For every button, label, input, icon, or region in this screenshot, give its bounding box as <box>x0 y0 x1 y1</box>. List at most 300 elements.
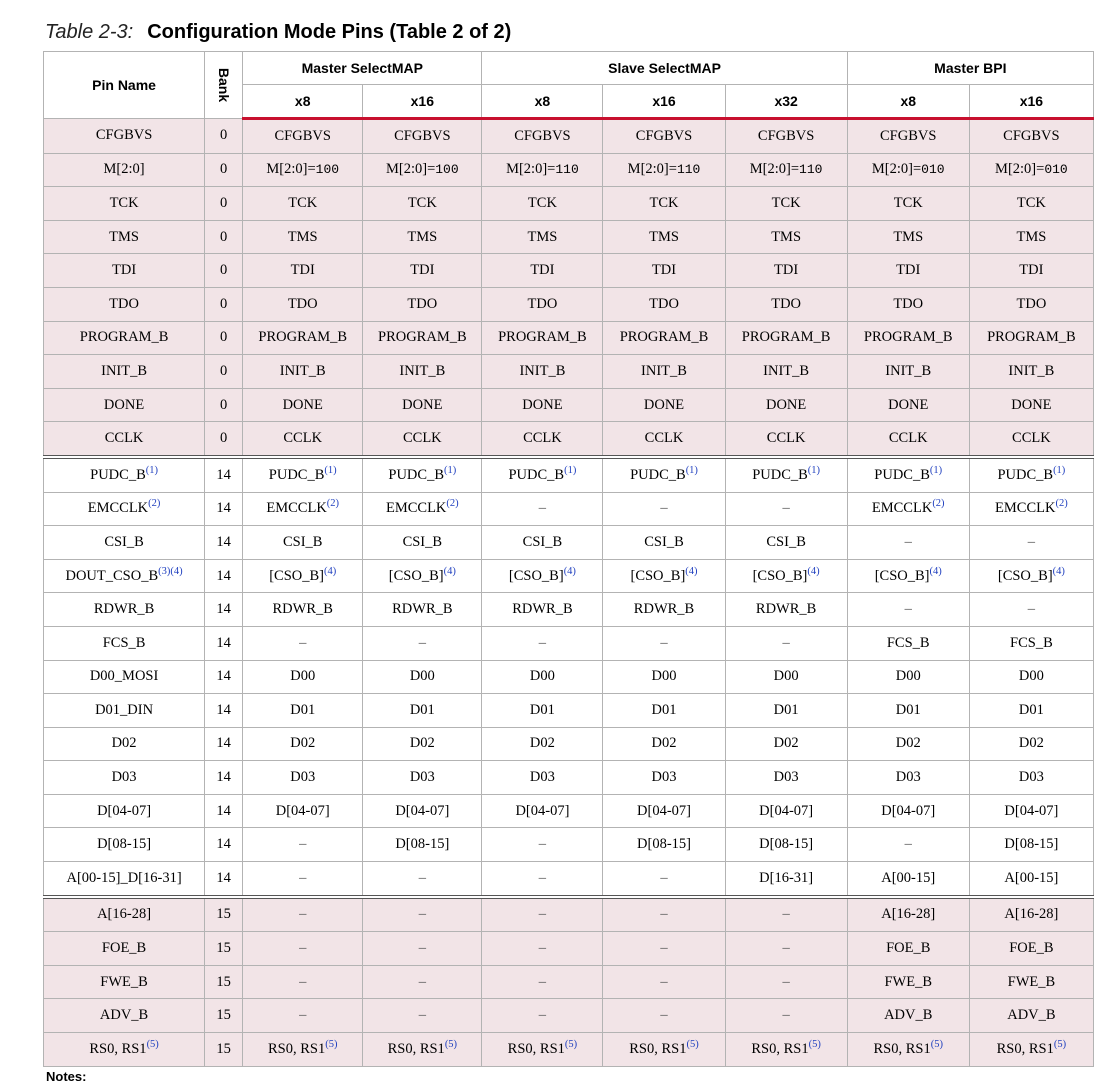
footnote-ref[interactable]: (1) <box>564 464 577 476</box>
mode-pin-cell: D03 <box>243 761 363 795</box>
mode-pin-cell: TDO <box>603 287 725 321</box>
mode-pin-cell: D01 <box>363 694 482 728</box>
footnote-ref[interactable]: (4) <box>929 565 942 577</box>
mode-pin-cell: CFGBVS <box>243 119 363 154</box>
footnote-ref[interactable]: (5) <box>564 1038 578 1050</box>
mode-pin-cell: – <box>969 526 1093 560</box>
mode-pin-cell: D[08-15] <box>725 828 847 862</box>
pin-name-cell: TDO <box>44 287 205 321</box>
header-width: x16 <box>603 85 725 119</box>
mode-pin-cell: D00 <box>969 660 1093 694</box>
table-row <box>44 526 1094 560</box>
footnote-ref[interactable]: (4) <box>685 565 698 577</box>
table-row <box>44 355 1094 389</box>
footnote-ref[interactable]: (1) <box>324 464 337 476</box>
footnote-ref[interactable]: (5) <box>930 1038 943 1050</box>
table-row <box>44 897 1094 932</box>
mode-pin-cell: TMS <box>243 220 363 254</box>
mode-pin-cell: TDI <box>482 254 603 288</box>
mode-pin-cell: TCK <box>363 187 482 221</box>
mode-pin-cell: CFGBVS <box>847 119 969 154</box>
mode-pin-cell: D02 <box>482 727 603 761</box>
mode-pin-cell: – <box>482 492 603 526</box>
mode-pin-cell: DONE <box>725 388 847 422</box>
footnote-ref[interactable]: (2) <box>446 498 459 510</box>
mode-pin-cell: CFGBVS <box>363 119 482 154</box>
table-row <box>44 794 1094 828</box>
mode-pin-cell: – <box>243 626 363 660</box>
mode-pin-cell: INIT_B <box>847 355 969 389</box>
mode-pin-cell: – <box>482 965 603 999</box>
table-body <box>44 119 1094 1067</box>
mode-pin-cell: D[08-15] <box>969 828 1093 862</box>
bank-cell: 15 <box>205 965 243 999</box>
mode-pin-cell: – <box>969 593 1093 627</box>
mode-pin-cell: EMCCLK$^{(2)}$ <box>243 492 363 526</box>
footnote-ref[interactable]: (4) <box>323 565 337 577</box>
bank-cell: 0 <box>205 287 243 321</box>
header-width: x8 <box>847 85 969 119</box>
table-row <box>44 220 1094 254</box>
mode-pin-cell: TMS <box>725 220 847 254</box>
table-row <box>44 694 1094 728</box>
pin-name-cell: PROGRAM_B <box>44 321 205 355</box>
footnote-ref[interactable]: (2) <box>326 498 340 510</box>
mode-pin-cell: TMS <box>482 220 603 254</box>
mode-pin-cell: CCLK <box>363 422 482 457</box>
table-row <box>44 660 1094 694</box>
pin-name-cell: A[00-15]_D[16-31] <box>44 862 205 897</box>
mode-pin-cell: D01 <box>482 694 603 728</box>
table-row <box>44 153 1094 187</box>
bank-cell: 14 <box>205 660 243 694</box>
table-row <box>44 828 1094 862</box>
mode-pin-cell: TCK <box>725 187 847 221</box>
mode-pin-cell: CCLK <box>725 422 847 457</box>
mode-pin-cell: D[04-07] <box>363 794 482 828</box>
mode-pin-cell: A[16-28] <box>969 897 1093 932</box>
mode-pin-cell: RDWR_B <box>603 593 725 627</box>
mode-pin-cell: – <box>243 932 363 966</box>
footnote-ref[interactable]: (1) <box>444 464 457 476</box>
table-row <box>44 422 1094 457</box>
table-row <box>44 761 1094 795</box>
mode-pin-cell: DONE <box>969 388 1093 422</box>
pin-name-cell: CFGBVS <box>44 119 205 154</box>
mode-pin-cell: – <box>482 828 603 862</box>
pin-name-cell: FWE_B <box>44 965 205 999</box>
mode-pin-cell: [CSO_B]$^{(4)}$ <box>363 559 482 593</box>
mode-pin-cell: RDWR_B <box>243 593 363 627</box>
mode-pin-cell: – <box>243 828 363 862</box>
mode-pin-cell: INIT_B <box>725 355 847 389</box>
header-pin-name: Pin Name <box>44 52 205 119</box>
bank-cell: 14 <box>205 862 243 897</box>
mode-pin-cell: TCK <box>603 187 725 221</box>
table-row <box>44 932 1094 966</box>
configuration-pins-table <box>43 51 1094 1067</box>
table-row <box>44 999 1094 1033</box>
mode-pin-cell: TDO <box>847 287 969 321</box>
bank-cell: 14 <box>205 727 243 761</box>
table-caption <box>45 18 511 46</box>
pin-name-cell: D[04-07] <box>44 794 205 828</box>
table-row <box>44 559 1094 593</box>
footnote-ref[interactable]: (4) <box>443 565 456 577</box>
mode-pin-cell: RDWR_B <box>482 593 603 627</box>
bank-cell: 0 <box>205 422 243 457</box>
mode-pin-cell: D01 <box>847 694 969 728</box>
mode-pin-cell: D[04-07] <box>847 794 969 828</box>
mode-pin-cell: M[2:0]=010 <box>969 153 1093 187</box>
mode-pin-cell: D01 <box>969 694 1093 728</box>
mode-pin-cell: D[04-07] <box>603 794 725 828</box>
pin-name-cell: D00_MOSI <box>44 660 205 694</box>
mode-pin-cell: D[04-07] <box>243 794 363 828</box>
mode-pin-cell: INIT_B <box>363 355 482 389</box>
mode-pin-cell: TCK <box>847 187 969 221</box>
footnote-ref[interactable]: (5) <box>808 1038 821 1050</box>
mode-pin-cell: D00 <box>363 660 482 694</box>
mode-pin-cell: D01 <box>603 694 725 728</box>
pin-name-cell: EMCCLK$^{(2)}$ <box>44 492 205 526</box>
mode-pin-cell: DONE <box>603 388 725 422</box>
mode-pin-cell: TDO <box>725 287 847 321</box>
mode-pin-cell: – <box>482 897 603 932</box>
table-row <box>44 593 1094 627</box>
mode-pin-cell: – <box>243 897 363 932</box>
mode-pin-cell: INIT_B <box>603 355 725 389</box>
footnote-ref[interactable]: (1) <box>145 464 158 476</box>
mode-pin-cell: RS0, RS1$^{(5)}$ <box>482 1033 603 1067</box>
mode-pin-cell: TDI <box>603 254 725 288</box>
pin-name-cell: DOUT_CSO_B$^{(3)(4)}$ <box>44 559 205 593</box>
mode-pin-cell: – <box>603 492 725 526</box>
mode-pin-cell: – <box>603 932 725 966</box>
pin-name-cell: D02 <box>44 727 205 761</box>
mode-pin-cell: PUDC_B$^{(1)}$ <box>482 457 603 492</box>
header-width: x8 <box>243 85 363 119</box>
mode-pin-cell: D[08-15] <box>363 828 482 862</box>
bank-cell: 14 <box>205 492 243 526</box>
mode-pin-cell: CFGBVS <box>969 119 1093 154</box>
mode-pin-cell: RS0, RS1$^{(5)}$ <box>725 1033 847 1067</box>
table-row <box>44 287 1094 321</box>
mode-pin-cell: TDI <box>969 254 1093 288</box>
footnote-ref[interactable]: (4) <box>1052 565 1065 577</box>
pin-name-cell: TMS <box>44 220 205 254</box>
footnote-ref[interactable]: (5) <box>1053 1038 1067 1050</box>
mode-pin-cell: PUDC_B$^{(1)}$ <box>725 457 847 492</box>
bank-cell: 15 <box>205 897 243 932</box>
mode-pin-cell: CCLK <box>969 422 1093 457</box>
mode-pin-cell: M[2:0]=110 <box>482 153 603 187</box>
footnote-ref[interactable]: (1) <box>685 464 698 476</box>
mode-pin-cell: M[2:0]=100 <box>243 153 363 187</box>
mode-pin-cell: – <box>847 828 969 862</box>
mode-pin-cell: – <box>603 999 725 1033</box>
mode-pin-cell: TDI <box>363 254 482 288</box>
footnote-ref[interactable]: (5) <box>444 1038 458 1050</box>
mode-pin-cell: – <box>725 492 847 526</box>
bank-cell: 15 <box>205 932 243 966</box>
mode-pin-cell: D[08-15] <box>603 828 725 862</box>
table-row <box>44 862 1094 897</box>
mode-pin-cell: – <box>603 965 725 999</box>
footnote-ref[interactable]: (1) <box>807 464 821 476</box>
table-title: Configuration Mode Pins (Table 2 of 2) <box>147 21 512 43</box>
header-width: x8 <box>482 85 603 119</box>
pin-name-cell: CCLK <box>44 422 205 457</box>
mode-pin-cell: EMCCLK$^{(2)}$ <box>969 492 1093 526</box>
mode-pin-cell: PROGRAM_B <box>603 321 725 355</box>
footnote-ref[interactable]: (1) <box>1053 464 1066 476</box>
bank-cell: 14 <box>205 761 243 795</box>
bank-cell: 14 <box>205 694 243 728</box>
mode-pin-cell: FOE_B <box>847 932 969 966</box>
mode-pin-cell: TDI <box>243 254 363 288</box>
mode-pin-cell: INIT_B <box>243 355 363 389</box>
table-row <box>44 492 1094 526</box>
bank-cell: 0 <box>205 220 243 254</box>
table-row <box>44 626 1094 660</box>
mode-pin-cell: RS0, RS1$^{(5)}$ <box>603 1033 725 1067</box>
mode-pin-cell: – <box>363 862 482 897</box>
pin-name-cell: PUDC_B$^{(1)}$ <box>44 457 205 492</box>
mode-pin-cell: D02 <box>243 727 363 761</box>
mode-pin-cell: D03 <box>725 761 847 795</box>
mode-pin-cell: DONE <box>847 388 969 422</box>
mode-pin-cell: PUDC_B$^{(1)}$ <box>603 457 725 492</box>
mode-pin-cell: M[2:0]=110 <box>603 153 725 187</box>
mode-pin-cell: CCLK <box>482 422 603 457</box>
pin-name-cell: TDI <box>44 254 205 288</box>
bank-cell: 14 <box>205 593 243 627</box>
mode-pin-cell: D03 <box>603 761 725 795</box>
mode-pin-cell: D03 <box>482 761 603 795</box>
footnote-ref[interactable]: (2) <box>1055 498 1068 510</box>
mode-pin-cell: CCLK <box>243 422 363 457</box>
mode-pin-cell: RDWR_B <box>363 593 482 627</box>
table-row <box>44 119 1094 154</box>
mode-pin-cell: D02 <box>363 727 482 761</box>
mode-pin-cell: TDO <box>243 287 363 321</box>
mode-pin-cell: TCK <box>969 187 1093 221</box>
footnote-ref[interactable]: (2) <box>148 498 161 510</box>
mode-pin-cell: PUDC_B$^{(1)}$ <box>847 457 969 492</box>
mode-pin-cell: – <box>603 897 725 932</box>
mode-pin-cell: – <box>725 932 847 966</box>
header-master-bpi: Master BPI <box>847 52 1093 85</box>
mode-pin-cell: TDO <box>969 287 1093 321</box>
mode-pin-cell: A[00-15] <box>847 862 969 897</box>
mode-pin-cell: – <box>725 999 847 1033</box>
mode-pin-cell: A[16-28] <box>847 897 969 932</box>
bank-cell: 14 <box>205 794 243 828</box>
bank-cell: 14 <box>205 828 243 862</box>
mode-pin-cell: D02 <box>969 727 1093 761</box>
header-width: x16 <box>969 85 1093 119</box>
mode-pin-cell: – <box>847 593 969 627</box>
mode-pin-cell: [CSO_B]$^{(4)}$ <box>243 559 363 593</box>
mode-pin-cell: [CSO_B]$^{(4)}$ <box>482 559 603 593</box>
mode-pin-cell: PROGRAM_B <box>243 321 363 355</box>
mode-pin-cell: A[00-15] <box>969 862 1093 897</box>
table-row <box>44 965 1094 999</box>
bank-cell: 0 <box>205 254 243 288</box>
bank-cell: 14 <box>205 457 243 492</box>
mode-pin-cell: M[2:0]=100 <box>363 153 482 187</box>
table-row <box>44 457 1094 492</box>
bank-cell: 0 <box>205 187 243 221</box>
mode-pin-cell: D[04-07] <box>969 794 1093 828</box>
mode-pin-cell: CSI_B <box>363 526 482 560</box>
mode-pin-cell: – <box>482 626 603 660</box>
pin-name-cell: CSI_B <box>44 526 205 560</box>
mode-pin-cell: CSI_B <box>603 526 725 560</box>
mode-pin-cell: D00 <box>482 660 603 694</box>
footnote-ref[interactable]: (2) <box>932 498 945 510</box>
bank-cell: 0 <box>205 321 243 355</box>
mode-pin-cell: TMS <box>847 220 969 254</box>
mode-pin-cell: D01 <box>243 694 363 728</box>
mode-pin-cell: CCLK <box>603 422 725 457</box>
mode-pin-cell: – <box>363 932 482 966</box>
mode-pin-cell: – <box>363 626 482 660</box>
pin-name-cell: RDWR_B <box>44 593 205 627</box>
mode-pin-cell: ADV_B <box>847 999 969 1033</box>
mode-pin-cell: TDI <box>847 254 969 288</box>
table-row <box>44 187 1094 221</box>
mode-pin-cell: RDWR_B <box>725 593 847 627</box>
mode-pin-cell: INIT_B <box>482 355 603 389</box>
mode-pin-cell: PROGRAM_B <box>482 321 603 355</box>
header-master-selectmap: Master SelectMAP <box>243 52 482 85</box>
mode-pin-cell: DONE <box>482 388 603 422</box>
mode-pin-cell: [CSO_B]$^{(4)}$ <box>969 559 1093 593</box>
pin-name-cell: M[2:0] <box>44 153 205 187</box>
header-width: x32 <box>725 85 847 119</box>
mode-pin-cell: – <box>363 965 482 999</box>
mode-pin-cell: PUDC_B$^{(1)}$ <box>243 457 363 492</box>
mode-pin-cell: INIT_B <box>969 355 1093 389</box>
mode-pin-cell: PROGRAM_B <box>725 321 847 355</box>
bank-cell: 14 <box>205 626 243 660</box>
mode-pin-cell: – <box>603 862 725 897</box>
mode-pin-cell: PROGRAM_B <box>847 321 969 355</box>
header-bank: Bank <box>205 52 243 119</box>
mode-pin-cell: TMS <box>969 220 1093 254</box>
mode-pin-cell: M[2:0]=110 <box>725 153 847 187</box>
table-row <box>44 321 1094 355</box>
mode-pin-cell: CFGBVS <box>725 119 847 154</box>
footnote-ref[interactable]: (5) <box>146 1038 159 1050</box>
mode-pin-cell: – <box>847 526 969 560</box>
mode-pin-cell: PUDC_B$^{(1)}$ <box>969 457 1093 492</box>
mode-pin-cell: CFGBVS <box>603 119 725 154</box>
footnote-ref[interactable]: (4) <box>807 565 820 577</box>
footnote-ref[interactable]: (5) <box>325 1038 338 1050</box>
mode-pin-cell: TMS <box>363 220 482 254</box>
mode-pin-cell: TCK <box>243 187 363 221</box>
mode-pin-cell: D03 <box>847 761 969 795</box>
pin-name-cell: D[08-15] <box>44 828 205 862</box>
mode-pin-cell: M[2:0]=010 <box>847 153 969 187</box>
mode-pin-cell: TMS <box>603 220 725 254</box>
pin-name-cell: TCK <box>44 187 205 221</box>
mode-pin-cell: FCS_B <box>847 626 969 660</box>
bank-cell: 0 <box>205 153 243 187</box>
mode-pin-cell: TDI <box>725 254 847 288</box>
mode-pin-cell: – <box>603 626 725 660</box>
bank-cell: 14 <box>205 526 243 560</box>
mode-pin-cell: D02 <box>603 727 725 761</box>
mode-pin-cell: – <box>482 932 603 966</box>
mode-pin-cell: RS0, RS1$^{(5)}$ <box>243 1033 363 1067</box>
mode-pin-cell: ADV_B <box>969 999 1093 1033</box>
mode-pin-cell: CSI_B <box>482 526 603 560</box>
header-width: x16 <box>363 85 482 119</box>
bank-cell: 0 <box>205 388 243 422</box>
mode-pin-cell: FWE_B <box>969 965 1093 999</box>
mode-pin-cell: D[04-07] <box>482 794 603 828</box>
mode-pin-cell: PUDC_B$^{(1)}$ <box>363 457 482 492</box>
table-row <box>44 1033 1094 1067</box>
mode-pin-cell: D02 <box>847 727 969 761</box>
mode-pin-cell: [CSO_B]$^{(4)}$ <box>725 559 847 593</box>
mode-pin-cell: – <box>243 965 363 999</box>
table-row <box>44 727 1094 761</box>
mode-pin-cell: D01 <box>725 694 847 728</box>
bank-cell: 15 <box>205 999 243 1033</box>
notes-label: Notes: <box>46 1069 87 1084</box>
mode-pin-cell: TCK <box>482 187 603 221</box>
mode-pin-cell: D[16-31] <box>725 862 847 897</box>
mode-pin-cell: CSI_B <box>243 526 363 560</box>
footnote-ref[interactable]: (5) <box>686 1038 699 1050</box>
mode-pin-cell: D00 <box>603 660 725 694</box>
pin-name-cell: FCS_B <box>44 626 205 660</box>
mode-pin-cell: D[04-07] <box>725 794 847 828</box>
mode-pin-cell: – <box>725 965 847 999</box>
mode-pin-cell: FOE_B <box>969 932 1093 966</box>
mode-pin-cell: – <box>363 999 482 1033</box>
mode-pin-cell: TDO <box>363 287 482 321</box>
table-row <box>44 254 1094 288</box>
mode-pin-cell: FCS_B <box>969 626 1093 660</box>
header-slave-selectmap: Slave SelectMAP <box>482 52 847 85</box>
mode-pin-cell: – <box>725 897 847 932</box>
mode-pin-cell: – <box>482 862 603 897</box>
footnote-ref[interactable]: (4) <box>563 565 576 577</box>
mode-pin-cell: [CSO_B]$^{(4)}$ <box>603 559 725 593</box>
pin-name-cell: DONE <box>44 388 205 422</box>
mode-pin-cell: PROGRAM_B <box>363 321 482 355</box>
mode-pin-cell: – <box>725 626 847 660</box>
bank-cell: 15 <box>205 1033 243 1067</box>
footnote-ref[interactable]: (1) <box>929 464 943 476</box>
footnote-ref[interactable]: (3)(4) <box>158 565 183 577</box>
pin-name-cell: D01_DIN <box>44 694 205 728</box>
mode-pin-cell: RS0, RS1$^{(5)}$ <box>363 1033 482 1067</box>
mode-pin-cell: DONE <box>363 388 482 422</box>
mode-pin-cell: D03 <box>969 761 1093 795</box>
mode-pin-cell: CSI_B <box>725 526 847 560</box>
mode-pin-cell: PROGRAM_B <box>969 321 1093 355</box>
pin-name-cell: INIT_B <box>44 355 205 389</box>
mode-pin-cell: EMCCLK$^{(2)}$ <box>363 492 482 526</box>
bank-cell: 0 <box>205 119 243 154</box>
